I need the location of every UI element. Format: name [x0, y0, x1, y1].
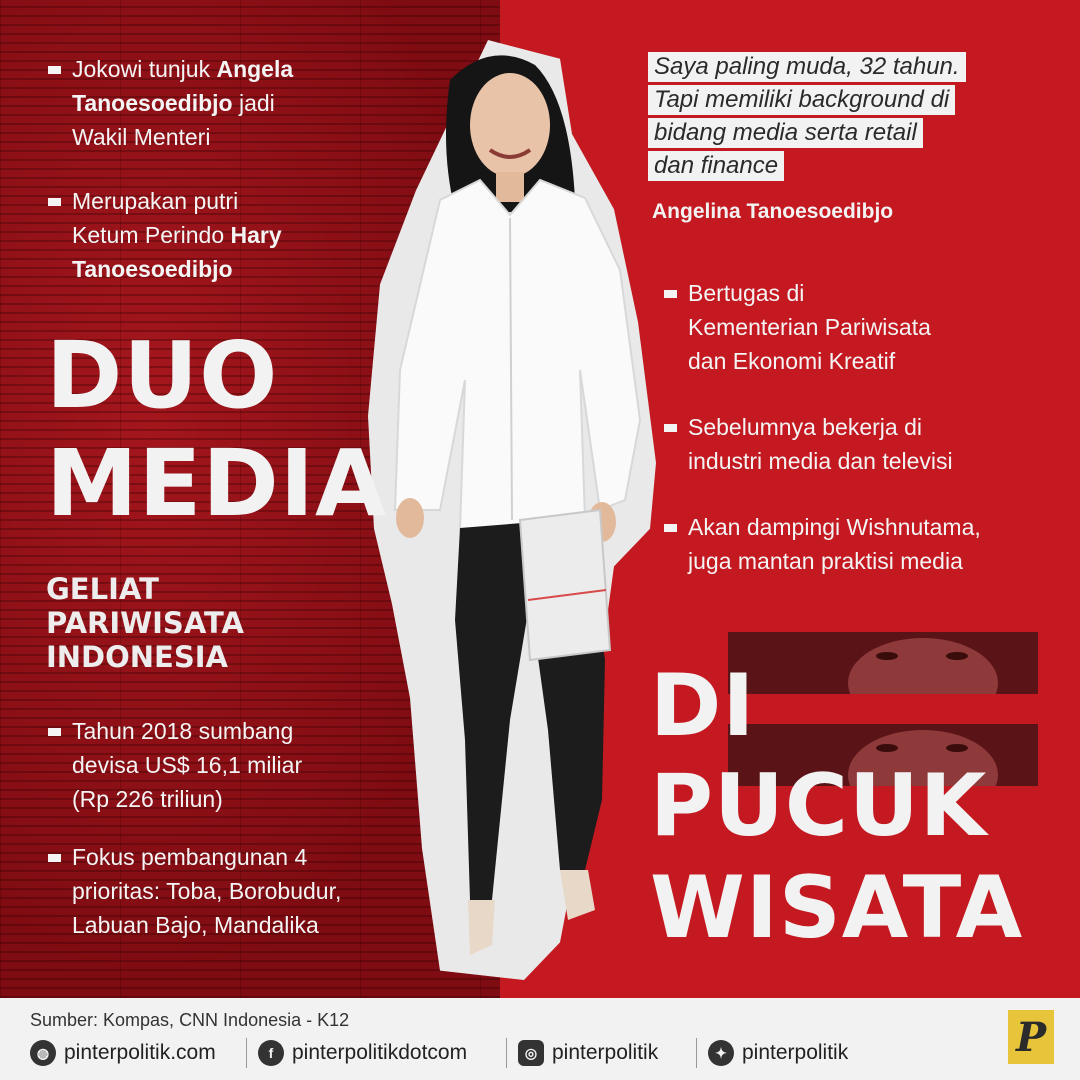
twitter-link[interactable]	[708, 1038, 848, 1068]
divider	[506, 1038, 507, 1068]
person-photo	[370, 40, 660, 970]
instagram-icon: ◎	[518, 1040, 544, 1066]
bullet-text: devisa US$ 16,1 miliar	[72, 752, 303, 778]
website-text: pinterpolitik.com	[64, 1041, 216, 1064]
bullet-text: dan Ekonomi Kreatif	[688, 348, 896, 374]
bullet-previously	[664, 410, 1068, 478]
subheading-line: PARIWISATA	[46, 606, 244, 640]
bullet-text: juga mantan praktisi media	[688, 548, 963, 574]
bullet-text: Akan dampingi Wishnutama,	[688, 514, 981, 540]
facebook-icon: f	[258, 1040, 284, 1066]
source-credit: Sumber: Kompas, CNN Indonesia - K12	[30, 1010, 350, 1030]
headline-duo: DUO	[46, 322, 279, 429]
quote-line: Saya paling muda, 32 tahun.	[648, 52, 966, 82]
divider	[246, 1038, 247, 1068]
bullet-assigned	[664, 276, 1068, 378]
bullet-text: Tahun 2018 sumbang	[72, 718, 294, 744]
twitter-icon: ✦	[708, 1040, 734, 1066]
bullet-text: Sebelumnya bekerja di	[688, 414, 922, 440]
bullet-text: Kementerian Pariwisata	[688, 314, 931, 340]
bullet-text: jadi	[232, 90, 275, 116]
bullet-bold-surname: Tanoesoedibjo	[72, 90, 233, 116]
bullet-bold-name: Angela	[216, 56, 294, 82]
quote-block	[648, 52, 966, 184]
bullet-text: Ketum Perindo	[72, 222, 231, 248]
face-photo-top	[728, 632, 1038, 694]
bullet-bold-surname: Tanoesoedibjo	[72, 256, 233, 282]
bullet-text: Jokowi tunjuk	[72, 56, 217, 82]
quote-line: dan finance	[648, 151, 784, 181]
instagram-text: pinterpolitik	[552, 1041, 659, 1064]
instagram-link[interactable]	[518, 1038, 658, 1068]
quote-author: Angelina Tanoesoedibjo	[652, 200, 894, 223]
bullet-devisa	[48, 714, 402, 816]
subheading-line: GELIAT	[46, 572, 159, 606]
subheading-line: INDONESIA	[46, 640, 228, 674]
headline-pucuk: PUCUK	[650, 756, 988, 856]
bullet-text: (Rp 226 triliun)	[72, 786, 223, 812]
bullet-text: Fokus pembangunan 4	[72, 844, 308, 870]
pinterpolitik-logo: P	[1008, 1010, 1054, 1064]
bullet-text: industri media dan televisi	[688, 448, 953, 474]
globe-icon: ◍	[30, 1040, 56, 1066]
divider	[696, 1038, 697, 1068]
bullet-bold-name: Hary	[230, 222, 282, 248]
bullet-accompany	[664, 510, 1078, 578]
headline-di: DI	[650, 656, 756, 756]
bullet-text: prioritas: Toba, Borobudur,	[72, 878, 342, 904]
bullet-text: Wakil Menteri	[72, 124, 211, 150]
bullet-priorities	[48, 840, 412, 942]
twitter-text: pinterpolitik	[742, 1041, 849, 1064]
quote-line: Tapi memiliki background di	[648, 85, 955, 115]
website-link[interactable]	[30, 1038, 216, 1068]
subheading	[46, 572, 244, 674]
headline-wisata: WISATA	[650, 858, 1024, 958]
bullet-jokowi-appoints	[48, 52, 402, 154]
facebook-text: pinterpolitikdotcom	[292, 1041, 468, 1064]
red-divider-bar	[728, 700, 1038, 722]
bullet-text: Bertugas di	[688, 280, 805, 306]
bullet-daughter-of	[48, 184, 402, 286]
footer	[0, 998, 1080, 1080]
bullet-text: Merupakan putri	[72, 188, 239, 214]
bullet-text: Labuan Bajo, Mandalika	[72, 912, 319, 938]
quote-line: bidang media serta retail	[648, 118, 923, 148]
headline-media: MEDIA	[46, 430, 388, 537]
facebook-link[interactable]	[258, 1038, 467, 1068]
